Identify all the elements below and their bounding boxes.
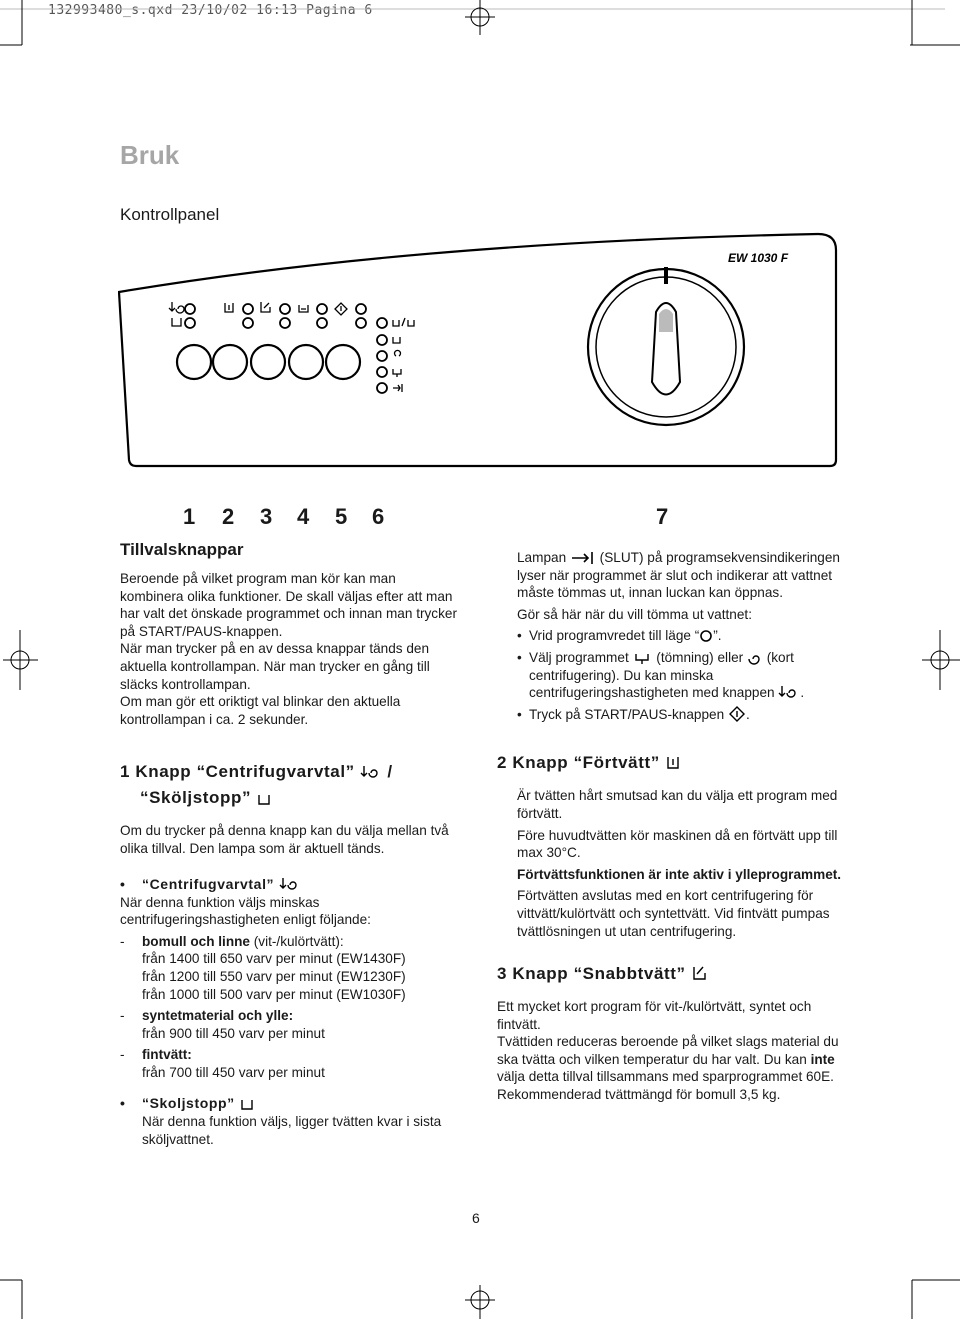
indicator-lamp xyxy=(377,318,387,328)
button-2-note: Förtvättsfunktionen är inte aktiv i ylleprogrammet. xyxy=(517,866,842,882)
indicator-lamp xyxy=(243,318,253,328)
rinse-hold-icon xyxy=(239,1097,255,1111)
print-header: 132993480_s.qxd 23/10/02 16:13 Pagina 6 xyxy=(48,3,373,18)
panel-number: 2 xyxy=(222,504,235,529)
option-button-4[interactable] xyxy=(289,345,323,379)
indicator-lamp xyxy=(280,304,290,314)
option-button-1[interactable] xyxy=(177,345,211,379)
left-column xyxy=(120,540,460,1149)
panel-number: 5 xyxy=(335,504,348,529)
spin-list-item: - fintvätt: från 700 till 450 varv per minut xyxy=(120,1046,460,1081)
panel-number: 4 xyxy=(297,504,310,529)
spin-list-item: - syntetmaterial och ylle: från 900 till 450 varv per minut xyxy=(120,1007,460,1042)
indicator-lamp xyxy=(280,318,290,328)
button-2-paragraph: Är tvätten hårt smutsad kan du välja ett program med förtvätt. xyxy=(517,788,838,821)
button-1-paragraph: Om du trycker på denna knapp kan du välja mellan två olika tillval. Den lampa som är aktuell tänds. xyxy=(120,823,449,856)
button-1-heading-2: “Sköljstopp” xyxy=(120,788,460,808)
model-label: EW 1030 F xyxy=(728,251,789,265)
indicator-lamp xyxy=(317,318,327,328)
indicator-lamp xyxy=(377,335,387,345)
option-button-3[interactable] xyxy=(251,345,285,379)
right-column xyxy=(497,549,842,1104)
spin-icon xyxy=(279,876,301,892)
dial-number: 7 xyxy=(656,504,669,529)
option-button-2[interactable] xyxy=(213,345,247,379)
end-icon xyxy=(570,551,596,565)
start-pause-icon xyxy=(728,706,746,722)
rinse-hold-icon xyxy=(256,792,272,806)
control-panel-illustration xyxy=(118,232,840,477)
page-subtitle: Kontrollpanel xyxy=(120,205,220,224)
indicator-lamp xyxy=(185,304,195,314)
drain-step: • Vrid programvredet till läge “ ”. xyxy=(517,627,842,645)
button-3-paragraph: Tvättiden reduceras beroende på vilket slags material du ska tvätta och vilken temperatur du har valt. Du kan inte välja detta tillval tillsammans med sparprogrammet 60E. Rekommenderad tvättmängd för bomull 3,5 kg. xyxy=(497,1034,839,1103)
spin-icon xyxy=(747,651,763,665)
spin-option-paragraph: När denna funktion väljs minskas centrifugeringshastigheten enligt följande: xyxy=(120,894,371,928)
button-1-heading: 1 Knapp “Centrifugvarvtal” / xyxy=(120,762,393,782)
indicator-lamp xyxy=(243,304,253,314)
button-2-paragraph: Före huvudtvätten kör maskinen då en förtvätt upp till max 30°C. xyxy=(517,827,838,861)
button-2-heading: 2 Knapp “Förtvätt” xyxy=(497,753,842,773)
button-2-paragraph: Förtvätten avslutas med en kort centrifugering för vittvätt/kulörtvätt och syntettvätt. Vid fintvätt pumpas tvättlösningen ut utan centrifugering. xyxy=(517,888,830,939)
end-lamp-paragraph: Lampan (SLUT) på programsekvensindikeringen lyser när programmet är slut och indikerar att vattnet måste tömmas ut, innan luckan kan öppnas. xyxy=(517,550,840,601)
prewash-icon xyxy=(665,755,681,771)
button-3-heading: 3 Knapp “Snabbtvätt” xyxy=(497,964,842,984)
indicator-lamp xyxy=(377,367,387,377)
program-dial[interactable] xyxy=(588,267,744,425)
rinse-hold-paragraph: När denna funktion väljs, ligger tvätten kvar i sista sköljvattnet. xyxy=(142,1114,442,1148)
drain-icon xyxy=(633,651,653,665)
spin-option-heading: • “Centrifugvarvtal” xyxy=(120,876,460,892)
rinse-hold-option-heading: • “Skoljstopp” xyxy=(120,1095,460,1111)
options-paragraph: Beroende på vilket program man kör kan man kombinera olika funktioner. De skall väljas efter att man har valt det önskade programmet och innan man trycker på START/PAUS-knappen. xyxy=(120,571,457,639)
indicator-lamp xyxy=(356,318,366,328)
indicator-lamp xyxy=(377,383,387,393)
spin-list-item: - bomull och linne (vit-/kulörtvätt): från 1400 till 650 varv per minut (EW1430F) från 1200 till 550 varv per minut (EW1230F) från 1000 till 500 varv per minut (EW1030F) xyxy=(120,933,460,1003)
panel-number: 3 xyxy=(260,504,273,529)
indicator-lamp xyxy=(377,351,387,361)
off-icon xyxy=(699,629,713,643)
indicator-lamp xyxy=(317,304,327,314)
options-heading: Tillvalsknappar xyxy=(120,540,244,559)
drain-instructions: Gör så här när du vill tömma ut vattnet: xyxy=(517,606,752,622)
section-title: Bruk xyxy=(120,140,180,170)
options-paragraph: Om man gör ett oriktigt val blinkar den aktuella kontrollampan i ca. 2 sekunder. xyxy=(120,694,401,727)
page-number: 6 xyxy=(472,1210,480,1226)
start-pause-button[interactable] xyxy=(326,345,360,379)
indicator-lamp xyxy=(356,304,366,314)
quick-wash-icon xyxy=(691,964,709,982)
button-3-paragraph: Ett mycket kort program för vit-/kulörtvätt, syntet och fintvätt. xyxy=(497,999,812,1032)
spin-icon xyxy=(778,684,800,700)
panel-number: 1 xyxy=(183,504,196,529)
drain-step: • Tryck på START/PAUS-knappen . xyxy=(517,706,842,724)
options-paragraph: När man trycker på en av dessa knappar tänds den aktuella kontrollampan. När man trycker en gång till släcks kontrollampan. xyxy=(120,641,430,692)
spin-icon xyxy=(360,764,382,780)
panel-number: 6 xyxy=(372,504,385,529)
indicator-lamp xyxy=(185,318,195,328)
drain-step: • Välj programmet (tömning) eller (kort centrifugering). Du kan minska centrifugeringshastigheten med knappen . xyxy=(517,649,842,702)
